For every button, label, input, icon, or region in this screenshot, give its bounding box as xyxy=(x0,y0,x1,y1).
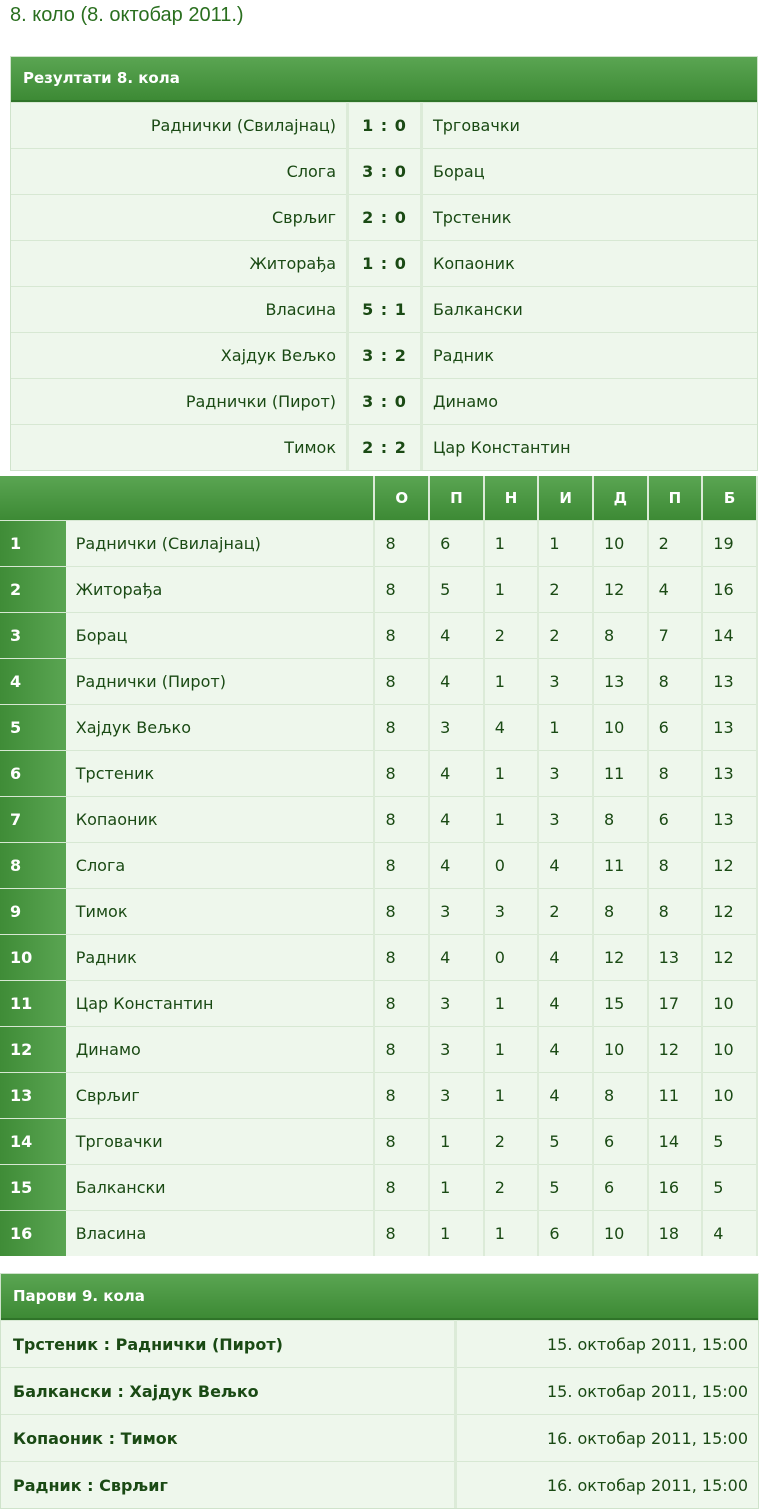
standings-row xyxy=(0,981,757,1027)
played: 8 xyxy=(374,613,429,659)
away-team: Радник xyxy=(422,333,758,379)
goals-for: 10 xyxy=(593,1211,648,1257)
result-row xyxy=(11,195,757,241)
losses: 3 xyxy=(538,659,593,705)
fixtures-panel xyxy=(0,1273,759,1509)
rank-cell: 16 xyxy=(0,1211,66,1257)
losses: 3 xyxy=(538,797,593,843)
points: 16 xyxy=(702,567,757,613)
draws: 1 xyxy=(484,1027,539,1073)
col-header-losses: И xyxy=(538,476,593,521)
draws: 2 xyxy=(484,613,539,659)
standings-row xyxy=(0,935,757,981)
results-panel xyxy=(10,56,758,471)
played: 8 xyxy=(374,1119,429,1165)
draws: 1 xyxy=(484,797,539,843)
played: 8 xyxy=(374,1027,429,1073)
draws: 0 xyxy=(484,843,539,889)
away-team: Динамо xyxy=(422,379,758,425)
losses: 6 xyxy=(538,1211,593,1257)
draws: 1 xyxy=(484,1211,539,1257)
home-team: Житорађа xyxy=(11,241,348,287)
goals-against: 17 xyxy=(648,981,703,1027)
losses: 2 xyxy=(538,889,593,935)
points: 5 xyxy=(702,1119,757,1165)
draws: 1 xyxy=(484,567,539,613)
team-name: Цар Константин xyxy=(66,981,375,1027)
standings-row xyxy=(0,1119,757,1165)
points: 10 xyxy=(702,1027,757,1073)
standings-header-row xyxy=(0,476,757,521)
rank-cell: 15 xyxy=(0,1165,66,1211)
standings-row xyxy=(0,1073,757,1119)
wins: 5 xyxy=(429,567,484,613)
wins: 3 xyxy=(429,889,484,935)
losses: 4 xyxy=(538,843,593,889)
wins: 4 xyxy=(429,751,484,797)
rank-cell: 14 xyxy=(0,1119,66,1165)
goals-for: 13 xyxy=(593,659,648,705)
goals-against: 4 xyxy=(648,567,703,613)
played: 8 xyxy=(374,1165,429,1211)
played: 8 xyxy=(374,751,429,797)
played: 8 xyxy=(374,843,429,889)
fixture-row xyxy=(1,1321,758,1368)
draws: 2 xyxy=(484,1165,539,1211)
score: 3 : 0 xyxy=(348,149,422,195)
results-title: Резултати 8. кола xyxy=(11,57,757,102)
col-header-wins: П xyxy=(429,476,484,521)
fixture-match: Трстеник : Раднички (Пирот) xyxy=(1,1321,456,1368)
goals-against: 8 xyxy=(648,659,703,705)
rank-cell: 8 xyxy=(0,843,66,889)
score: 3 : 0 xyxy=(348,379,422,425)
goals-for: 11 xyxy=(593,843,648,889)
goals-for: 8 xyxy=(593,1073,648,1119)
team-name: Житорађа xyxy=(66,567,375,613)
standings-row xyxy=(0,521,757,567)
result-row xyxy=(11,379,757,425)
goals-for: 8 xyxy=(593,889,648,935)
standings-table xyxy=(0,476,758,1256)
away-team: Копаоник xyxy=(422,241,758,287)
played: 8 xyxy=(374,889,429,935)
losses: 3 xyxy=(538,751,593,797)
team-name: Радник xyxy=(66,935,375,981)
points: 13 xyxy=(702,751,757,797)
goals-against: 12 xyxy=(648,1027,703,1073)
played: 8 xyxy=(374,1211,429,1257)
fixture-date: 16. октобар 2011, 15:00 xyxy=(456,1415,759,1462)
played: 8 xyxy=(374,521,429,567)
points: 13 xyxy=(702,705,757,751)
goals-for: 15 xyxy=(593,981,648,1027)
wins: 3 xyxy=(429,705,484,751)
goals-for: 12 xyxy=(593,935,648,981)
losses: 4 xyxy=(538,1027,593,1073)
goals-for: 8 xyxy=(593,613,648,659)
rank-cell: 12 xyxy=(0,1027,66,1073)
rank-cell: 5 xyxy=(0,705,66,751)
losses: 1 xyxy=(538,521,593,567)
standings-row xyxy=(0,705,757,751)
goals-against: 8 xyxy=(648,751,703,797)
draws: 1 xyxy=(484,981,539,1027)
away-team: Трговачки xyxy=(422,103,758,149)
wins: 4 xyxy=(429,613,484,659)
result-row xyxy=(11,333,757,379)
losses: 4 xyxy=(538,981,593,1027)
goals-against: 6 xyxy=(648,705,703,751)
score: 2 : 2 xyxy=(348,425,422,471)
points: 10 xyxy=(702,981,757,1027)
team-name: Трговачки xyxy=(66,1119,375,1165)
goals-against: 11 xyxy=(648,1073,703,1119)
standings-row xyxy=(0,1027,757,1073)
wins: 3 xyxy=(429,981,484,1027)
losses: 4 xyxy=(538,935,593,981)
draws: 1 xyxy=(484,1073,539,1119)
home-team: Сврљиг xyxy=(11,195,348,241)
points: 19 xyxy=(702,521,757,567)
goals-against: 8 xyxy=(648,889,703,935)
points: 12 xyxy=(702,843,757,889)
goals-for: 10 xyxy=(593,1027,648,1073)
goals-against: 18 xyxy=(648,1211,703,1257)
wins: 4 xyxy=(429,935,484,981)
draws: 1 xyxy=(484,521,539,567)
home-team: Слога xyxy=(11,149,348,195)
fixtures-title: Парови 9. кола xyxy=(1,1274,758,1320)
standings-row xyxy=(0,1165,757,1211)
rank-cell: 13 xyxy=(0,1073,66,1119)
played: 8 xyxy=(374,935,429,981)
standings-row xyxy=(0,567,757,613)
standings-row xyxy=(0,1211,757,1257)
fixture-date: 15. октобар 2011, 15:00 xyxy=(456,1368,759,1415)
result-row xyxy=(11,425,757,471)
col-header-goals-for: Д xyxy=(593,476,648,521)
standings-row xyxy=(0,751,757,797)
draws: 0 xyxy=(484,935,539,981)
team-name: Власина xyxy=(66,1211,375,1257)
rank-cell: 3 xyxy=(0,613,66,659)
col-header-goals-against: П xyxy=(648,476,703,521)
team-name: Балкански xyxy=(66,1165,375,1211)
losses: 2 xyxy=(538,567,593,613)
goals-against: 7 xyxy=(648,613,703,659)
rank-cell: 7 xyxy=(0,797,66,843)
home-team: Хајдук Вељко xyxy=(11,333,348,379)
away-team: Балкански xyxy=(422,287,758,333)
col-header-played: О xyxy=(374,476,429,521)
result-row xyxy=(11,149,757,195)
draws: 2 xyxy=(484,1119,539,1165)
away-team: Трстеник xyxy=(422,195,758,241)
rank-cell: 9 xyxy=(0,889,66,935)
wins: 4 xyxy=(429,843,484,889)
team-name: Динамо xyxy=(66,1027,375,1073)
points: 14 xyxy=(702,613,757,659)
results-table xyxy=(11,102,757,470)
home-team: Раднички (Пирот) xyxy=(11,379,348,425)
goals-against: 6 xyxy=(648,797,703,843)
wins: 4 xyxy=(429,659,484,705)
wins: 3 xyxy=(429,1073,484,1119)
score: 1 : 0 xyxy=(348,241,422,287)
fixture-date: 16. октобар 2011, 15:00 xyxy=(456,1462,759,1509)
played: 8 xyxy=(374,981,429,1027)
wins: 1 xyxy=(429,1165,484,1211)
team-name: Раднички (Свилајнац) xyxy=(66,521,375,567)
draws: 4 xyxy=(484,705,539,751)
team-name: Трстеник xyxy=(66,751,375,797)
standings-row xyxy=(0,797,757,843)
col-header-points: Б xyxy=(702,476,757,521)
goals-against: 8 xyxy=(648,843,703,889)
fixture-row xyxy=(1,1462,758,1509)
team-name: Слога xyxy=(66,843,375,889)
fixture-date: 15. октобар 2011, 15:00 xyxy=(456,1321,759,1368)
score: 5 : 1 xyxy=(348,287,422,333)
draws: 1 xyxy=(484,751,539,797)
fixture-match: Балкански : Хајдук Вељко xyxy=(1,1368,456,1415)
rank-cell: 2 xyxy=(0,567,66,613)
losses: 5 xyxy=(538,1165,593,1211)
losses: 2 xyxy=(538,613,593,659)
goals-against: 14 xyxy=(648,1119,703,1165)
home-team: Раднички (Свилајнац) xyxy=(11,103,348,149)
losses: 1 xyxy=(538,705,593,751)
wins: 4 xyxy=(429,797,484,843)
team-name: Борац xyxy=(66,613,375,659)
standings-row xyxy=(0,659,757,705)
home-team: Тимок xyxy=(11,425,348,471)
team-name: Сврљиг xyxy=(66,1073,375,1119)
fixtures-table xyxy=(1,1320,758,1508)
result-row xyxy=(11,103,757,149)
goals-against: 13 xyxy=(648,935,703,981)
goals-for: 11 xyxy=(593,751,648,797)
result-row xyxy=(11,287,757,333)
played: 8 xyxy=(374,705,429,751)
wins: 6 xyxy=(429,521,484,567)
draws: 3 xyxy=(484,889,539,935)
standings-row xyxy=(0,889,757,935)
away-team: Цар Константин xyxy=(422,425,758,471)
rank-cell: 4 xyxy=(0,659,66,705)
rank-cell: 6 xyxy=(0,751,66,797)
draws: 1 xyxy=(484,659,539,705)
fixture-match: Копаоник : Тимок xyxy=(1,1415,456,1462)
goals-for: 8 xyxy=(593,797,648,843)
page-title: 8. коло (8. октобар 2011.) xyxy=(10,4,244,26)
score: 2 : 0 xyxy=(348,195,422,241)
score: 3 : 2 xyxy=(348,333,422,379)
played: 8 xyxy=(374,567,429,613)
points: 13 xyxy=(702,659,757,705)
goals-for: 12 xyxy=(593,567,648,613)
rank-cell: 10 xyxy=(0,935,66,981)
wins: 1 xyxy=(429,1119,484,1165)
rank-cell: 11 xyxy=(0,981,66,1027)
points: 4 xyxy=(702,1211,757,1257)
points: 13 xyxy=(702,797,757,843)
points: 5 xyxy=(702,1165,757,1211)
goals-for: 10 xyxy=(593,705,648,751)
wins: 3 xyxy=(429,1027,484,1073)
score: 1 : 0 xyxy=(348,103,422,149)
played: 8 xyxy=(374,1073,429,1119)
standings-row xyxy=(0,613,757,659)
points: 12 xyxy=(702,935,757,981)
fixture-match: Радник : Сврљиг xyxy=(1,1462,456,1509)
rank-cell: 1 xyxy=(0,521,66,567)
team-name: Хајдук Вељко xyxy=(66,705,375,751)
goals-for: 6 xyxy=(593,1119,648,1165)
played: 8 xyxy=(374,659,429,705)
goals-against: 2 xyxy=(648,521,703,567)
losses: 5 xyxy=(538,1119,593,1165)
losses: 4 xyxy=(538,1073,593,1119)
fixture-row xyxy=(1,1368,758,1415)
home-team: Власина xyxy=(11,287,348,333)
points: 12 xyxy=(702,889,757,935)
team-name: Тимок xyxy=(66,889,375,935)
away-team: Борац xyxy=(422,149,758,195)
header-blank xyxy=(0,476,374,521)
goals-against: 16 xyxy=(648,1165,703,1211)
team-name: Раднички (Пирот) xyxy=(66,659,375,705)
fixture-row xyxy=(1,1415,758,1462)
wins: 1 xyxy=(429,1211,484,1257)
played: 8 xyxy=(374,797,429,843)
result-row xyxy=(11,241,757,287)
points: 10 xyxy=(702,1073,757,1119)
goals-for: 6 xyxy=(593,1165,648,1211)
col-header-draws: Н xyxy=(484,476,539,521)
team-name: Копаоник xyxy=(66,797,375,843)
goals-for: 10 xyxy=(593,521,648,567)
standings-row xyxy=(0,843,757,889)
